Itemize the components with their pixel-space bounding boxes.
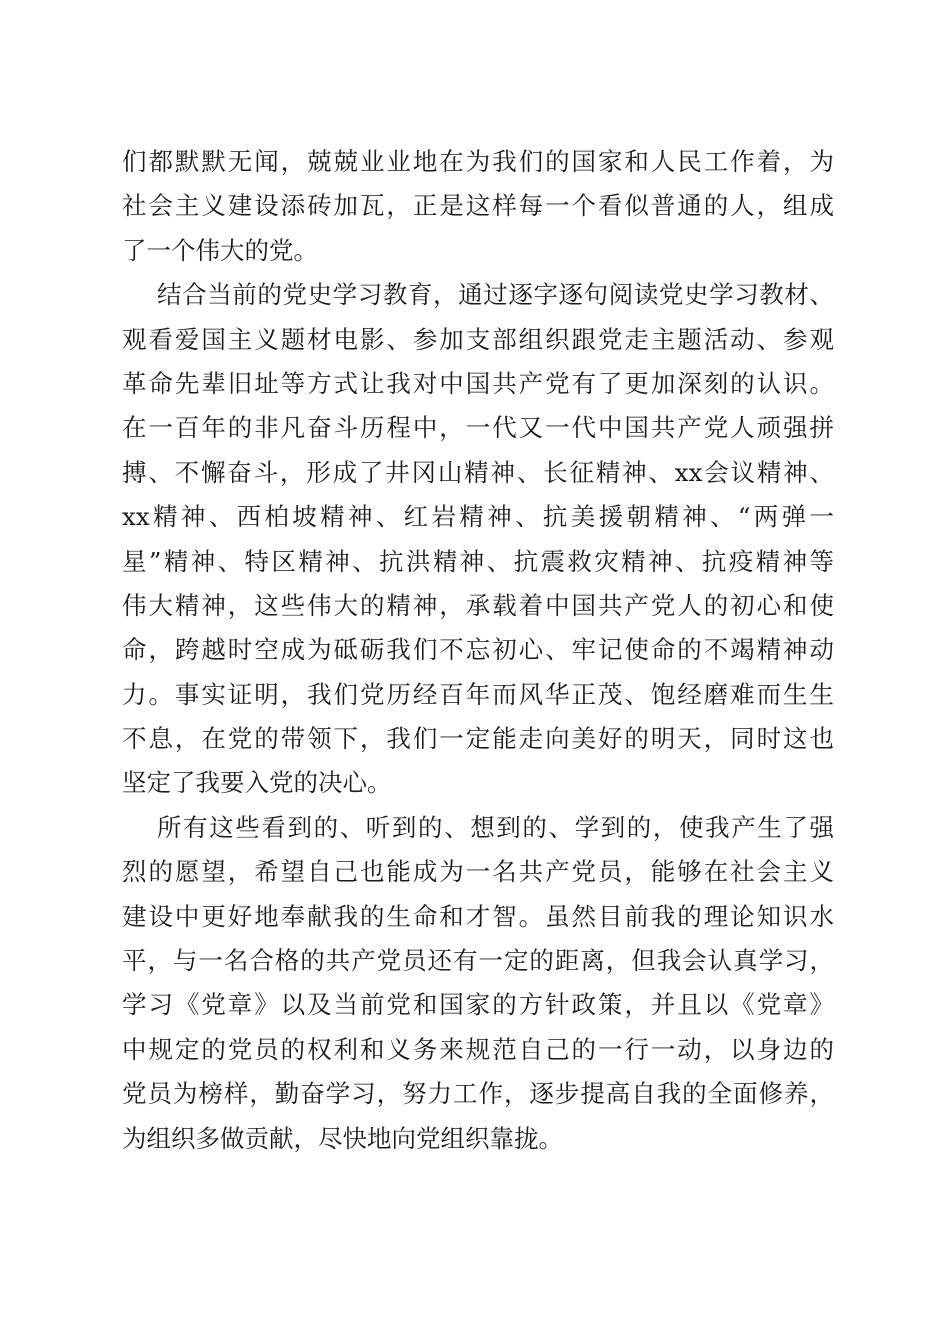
paragraph-line: xx精神、西柏坡精神、红岩精神、抗美援朝精神、“两弹一 bbox=[122, 502, 834, 532]
paragraph-line: 们都默默无闻，兢兢业业地在为我们的国家和人民工作着，为 bbox=[122, 147, 834, 176]
paragraph-line: 平，与一名合格的共产党员还有一定的距离，但我会认真学习， bbox=[122, 946, 834, 976]
document-body bbox=[122, 140, 834, 1161]
paragraph-2 bbox=[122, 273, 834, 806]
paragraph-line: 力。事实证明，我们党历经百年而风华正茂、饱经磨难而生生 bbox=[122, 679, 834, 709]
paragraph-line: 伟大精神，这些伟大的精神，承载着中国共产党人的初心和使 bbox=[122, 590, 834, 620]
paragraph-line: 学习《党章》以及当前党和国家的方针政策，并且以《党章》 bbox=[122, 990, 834, 1020]
paragraph-line: 社会主义建设添砖加瓦，正是这样每一个看似普通的人，组成 bbox=[122, 191, 834, 221]
paragraph-line: 不息，在党的带领下，我们一定能走向美好的明天，同时这也 bbox=[122, 724, 834, 754]
paragraph-line: 命，跨越时空成为砥砺我们不忘初心、牢记使命的不竭精神动 bbox=[122, 635, 834, 665]
paragraph-line: 结合当前的党史学习教育，通过逐字逐句阅读党史学习教材、 bbox=[157, 280, 834, 310]
paragraph-line: 观看爱国主义题材电影、参加支部组织跟党走主题活动、参观 bbox=[122, 324, 834, 354]
paragraph-line: 为组织多做贡献，尽快地向党组织靠拢。 bbox=[122, 1123, 563, 1153]
paragraph-line: 中规定的党员的权利和义务来规范自己的一行一动，以身边的 bbox=[122, 1034, 834, 1064]
paragraph-line: 党员为榜样，勤奋学习，努力工作，逐步提高自我的全面修养， bbox=[122, 1079, 834, 1109]
paragraph-line: 了一个伟大的党。 bbox=[122, 235, 318, 265]
paragraph-line: 革命先辈旧址等方式让我对中国共产党有了更加深刻的认识。 bbox=[122, 368, 834, 398]
paragraph-line: 坚定了我要入党的决心。 bbox=[122, 768, 392, 798]
paragraph-line: 搏、不懈奋斗，形成了井冈山精神、长征精神、xx会议精神、 bbox=[122, 457, 834, 487]
paragraph-3 bbox=[122, 806, 834, 1161]
paragraph-line: 在一百年的非凡奋斗历程中，一代又一代中国共产党人顽强拼 bbox=[122, 413, 834, 443]
paragraph-line: 所有这些看到的、听到的、想到的、学到的，使我产生了强 bbox=[157, 812, 834, 842]
paragraph-line: 烈的愿望，希望自己也能成为一名共产党员，能够在社会主义 bbox=[122, 857, 834, 887]
paragraph-line: 星”精神、特区精神、抗洪精神、抗震救灾精神、抗疫精神等 bbox=[122, 546, 834, 576]
paragraph-1 bbox=[122, 140, 834, 273]
paragraph-line: 建设中更好地奉献我的生命和才智。虽然目前我的理论知识水 bbox=[122, 901, 834, 931]
